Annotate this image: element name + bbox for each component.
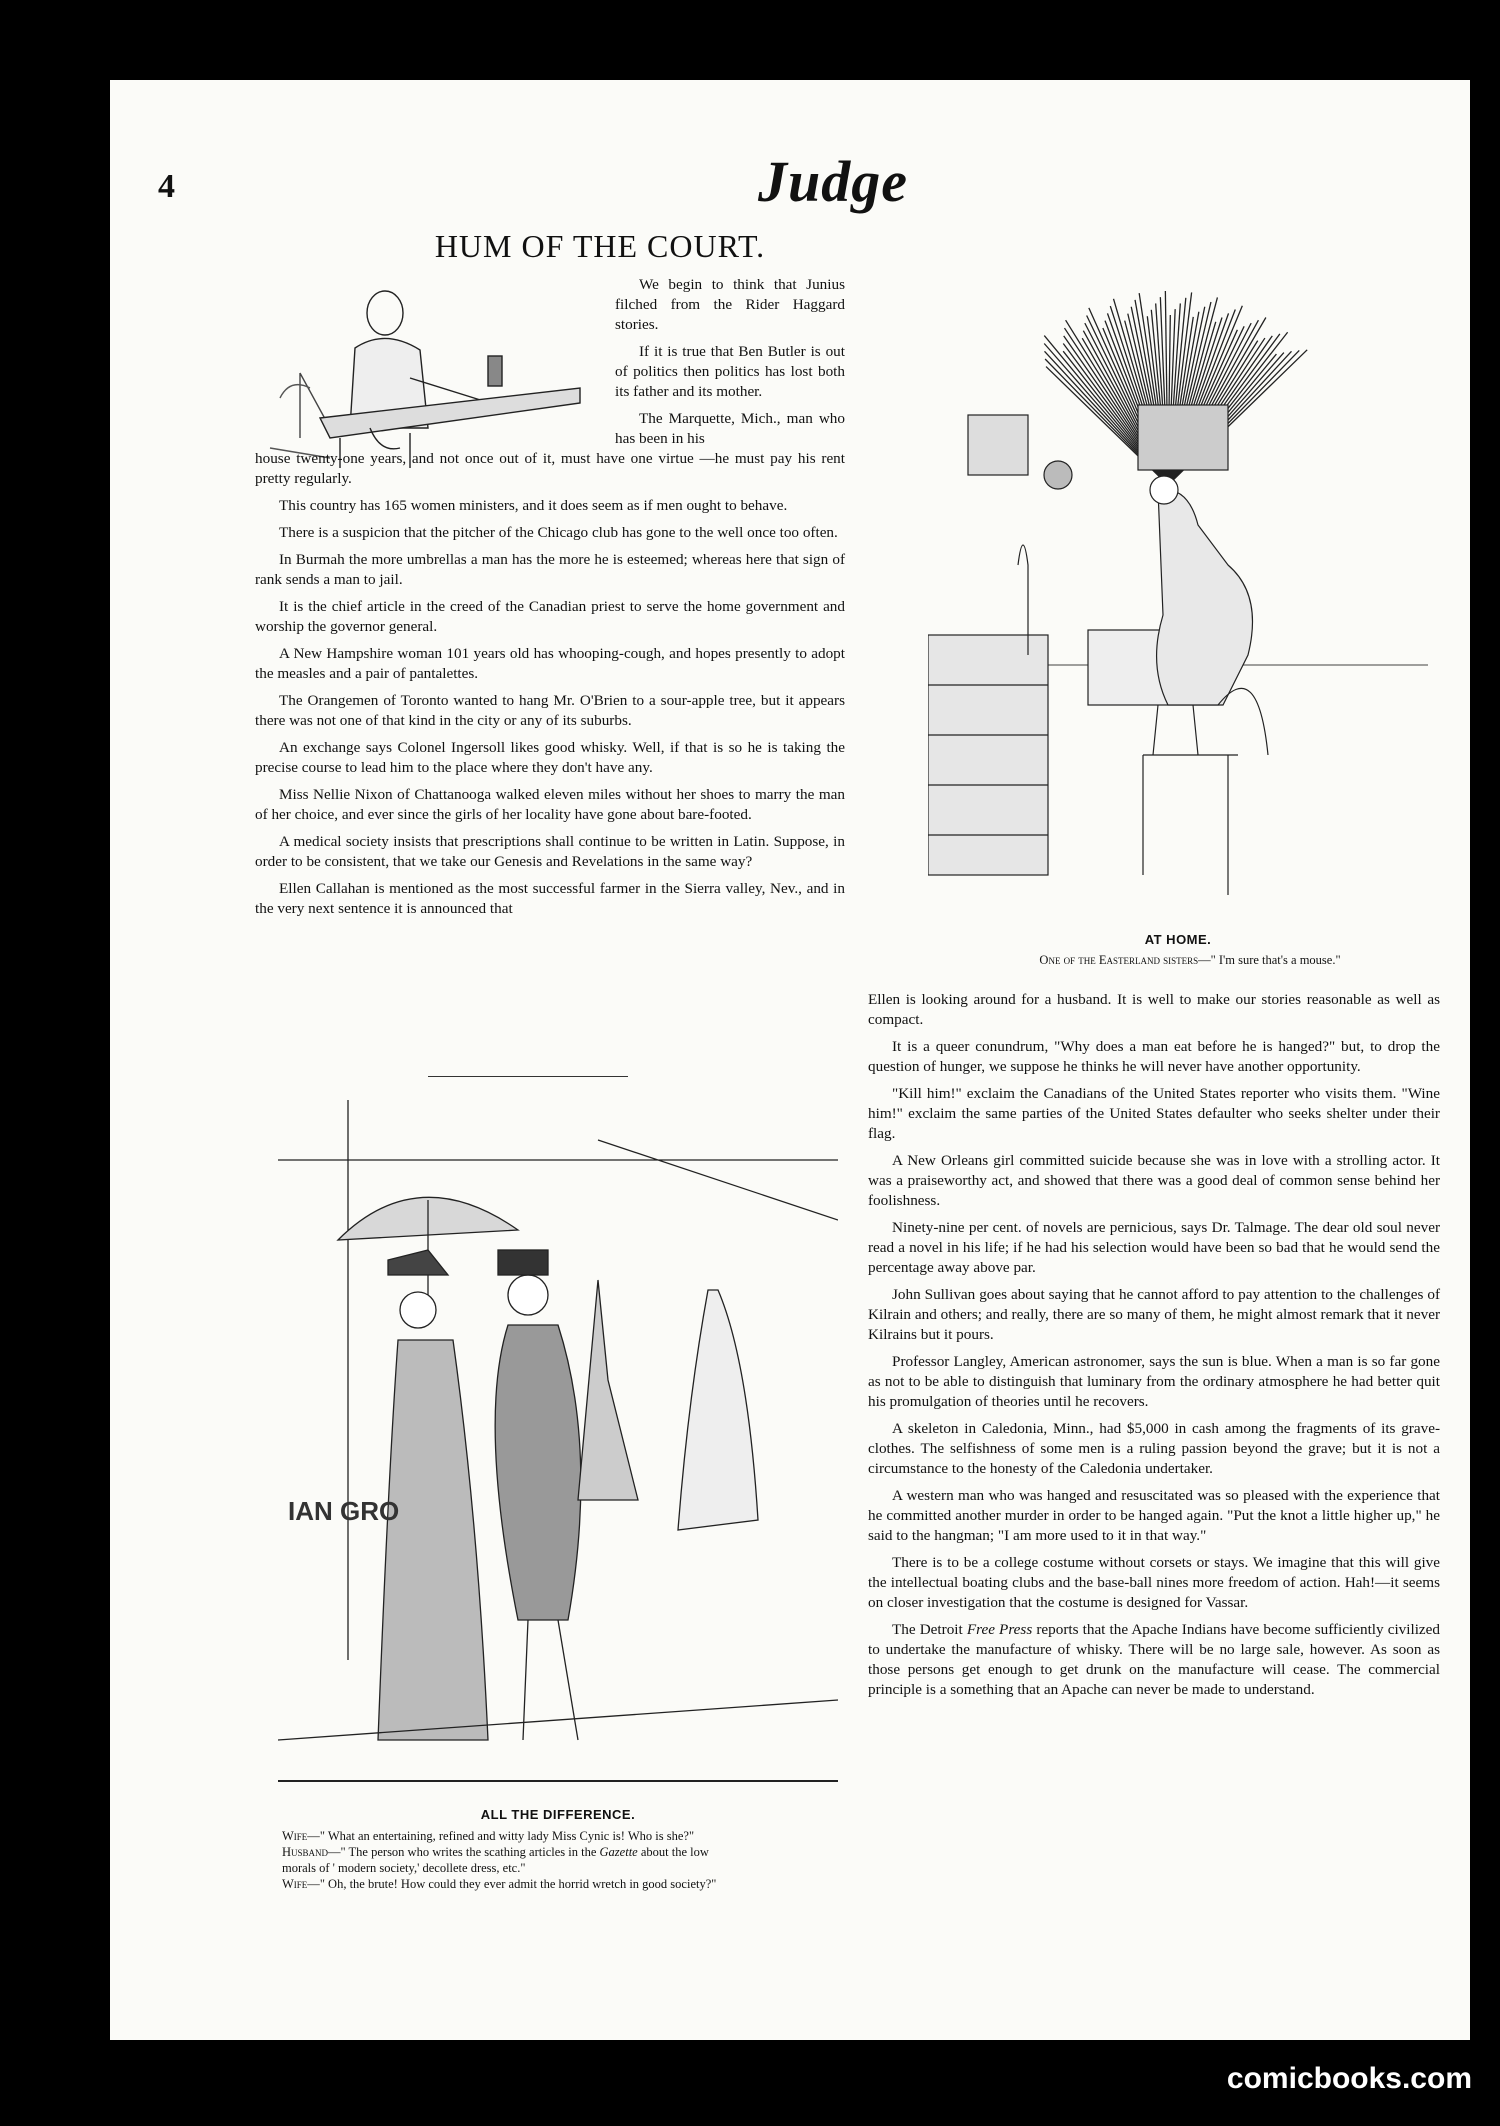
- paragraph: This country has 165 women ministers, and it does seem as if men ought to behave.: [279, 497, 788, 514]
- caption-line: Wife—" What an entertaining, refined and witty lady Miss Cynic is! Who is she?": [282, 1829, 695, 1843]
- paragraph: In Burmah the more umbrellas a man has the more he is esteemed; whereas here that sign of rank sends a man to jail.: [255, 551, 845, 588]
- page-number: 4: [158, 168, 175, 205]
- paragraph: Miss Nellie Nixon of Chattanooga walked eleven miles without her shoes to marry the man of her choice, and ever since the girls of her locality have gone about bare-footed.: [255, 786, 845, 823]
- paragraph: There is a suspicion that the pitcher of the Chicago club has gone to the well once too often.: [279, 524, 838, 541]
- section-divider: [428, 1076, 628, 1077]
- paragraph: A western man who was hanged and resuscitated was so pleased with the experience that he committed another murder in order to be hanged again. "Put the knot a little higher up," he said to the hangman; "I am more used to it in that way.": [868, 1487, 1440, 1544]
- paragraph: It is a queer conundrum, "Why does a man eat before he is hanged?" but, to drop the question of hunger, we suppose he thinks he will never have another opportunity.: [868, 1038, 1440, 1075]
- paragraph: Ellen Callahan is mentioned as the most successful farmer in the Sierra valley, Nev., and in the very next sentence it is announced that: [255, 880, 845, 917]
- all-the-difference-caption-title: ALL THE DIFFERENCE.: [480, 1807, 636, 1822]
- caption-speaker: One of the Easterland sisters—: [1039, 953, 1211, 967]
- article-right-column: [868, 990, 1440, 1707]
- paragraph: A skeleton in Caledonia, Minn., had $5,000 in cash among the fragments of its grave-clothes. The selfishness of some men is a ruling passion beyond the grave; but it is not a circumstance to the honesty of the Caledonia undertaker.: [868, 1420, 1440, 1477]
- paragraph: house twenty-one years, and not once out of it, must have one virtue —he must pay his rent pretty regularly.: [255, 450, 845, 487]
- paragraph: John Sullivan goes about saying that he cannot afford to pay attention to the challenges of Kilrain and others; and really, there are so many of them, he might almost remark that it never Kilrains but it pours.: [868, 1286, 1440, 1343]
- paragraph: Professor Langley, American astronomer, says the sun is blue. When a man is so far gone as not to be able to distinguish that luminary from the ordinary atmosphere he had better quit his promulgation of theories until he recovers.: [868, 1353, 1440, 1410]
- all-the-difference-illustration: [278, 1100, 838, 1782]
- paragraph: A medical society insists that prescriptions shall continue to be written in Latin. Suppose, in order to be consistent, that we take our Genesis and Revelations in the same way?: [255, 833, 845, 870]
- paragraph: The Marquette, Mich., man who has been in his: [615, 410, 845, 447]
- paragraph: It is the chief article in the creed of the Canadian priest to serve the home government and worship the governor general.: [255, 598, 845, 635]
- paragraph: The Orangemen of Toronto wanted to hang Mr. O'Brien to a sour-apple tree, but it appears there was not one of that kind in the city or any of its suburbs.: [255, 692, 845, 729]
- at-home-caption: [960, 952, 1420, 968]
- caption-line: Husband—" The person who writes the scathing articles in the Gazette about the low: [282, 1845, 709, 1859]
- paragraph: The Detroit Free Press reports that the Apache Indians have become sufficiently civilized to undertake the manufacture of whisky. There will be no large sale, however. As soon as those persons get enough to get drunk on the manufacture will cease. The commercial principle is a something that an Apache can never be made to understand.: [868, 1621, 1441, 1698]
- store-sign: IAN GRO: [288, 1496, 400, 1526]
- paragraph: Ninety-nine per cent. of novels are pernicious, says Dr. Talmage. The dear old soul never read a novel in his life; if he had his selection would have been so bad that he would send the percentage away above par.: [868, 1219, 1440, 1276]
- paragraph: Ellen is looking around for a husband. It is well to make our stories reasonable as well as compact.: [868, 991, 1440, 1028]
- paragraph: If it is true that Ben Butler is out of politics then politics has lost both its father and its mother.: [615, 343, 845, 400]
- caption-line: Wife—" Oh, the brute! How could they ever admit the horrid wretch in good society?": [282, 1877, 717, 1891]
- paragraph: "Kill him!" exclaim the Canadians of the United States reporter who visits them. "Wine him!" exclaim the same parties of the United States defaulter who seeks shelter under their flag.: [868, 1085, 1440, 1142]
- paragraph: There is to be a college costume without corsets or stays. We imagine that this will give the intellectual boating clubs and the base-ball nines more freedom of action. Hah!—it seems on closer investigation that the costume is designed for Vassar.: [868, 1554, 1440, 1611]
- paragraph: We begin to think that Junius filched from the Rider Haggard stories.: [615, 276, 845, 333]
- article-left-column: [255, 228, 845, 926]
- site-watermark: comicbooks.com: [1226, 2062, 1472, 2095]
- paragraph: A New Orleans girl committed suicide because she was in love with a strolling actor. It was a praiseworthy act, and showed that there was a good deal of common sense behind her foolishness.: [868, 1152, 1440, 1209]
- paragraph: A New Hampshire woman 101 years old has whooping-cough, and hopes presently to adopt the measles and a pair of pantalettes.: [255, 645, 845, 682]
- masthead-logo: Judge: [758, 149, 908, 214]
- caption-line: morals of ' modern society,' decollete dress, etc.": [282, 1861, 526, 1875]
- article-title: HUM OF THE COURT.: [434, 228, 766, 264]
- at-home-illustration: [928, 235, 1428, 915]
- paragraph: An exchange says Colonel Ingersoll likes good whisky. Well, if that is so he is taking the precise course to lead him to the place where they don't have any.: [255, 739, 845, 776]
- caption-quote: " I'm sure that's a mouse.": [1210, 953, 1341, 967]
- at-home-caption-title: AT HOME.: [1144, 932, 1212, 947]
